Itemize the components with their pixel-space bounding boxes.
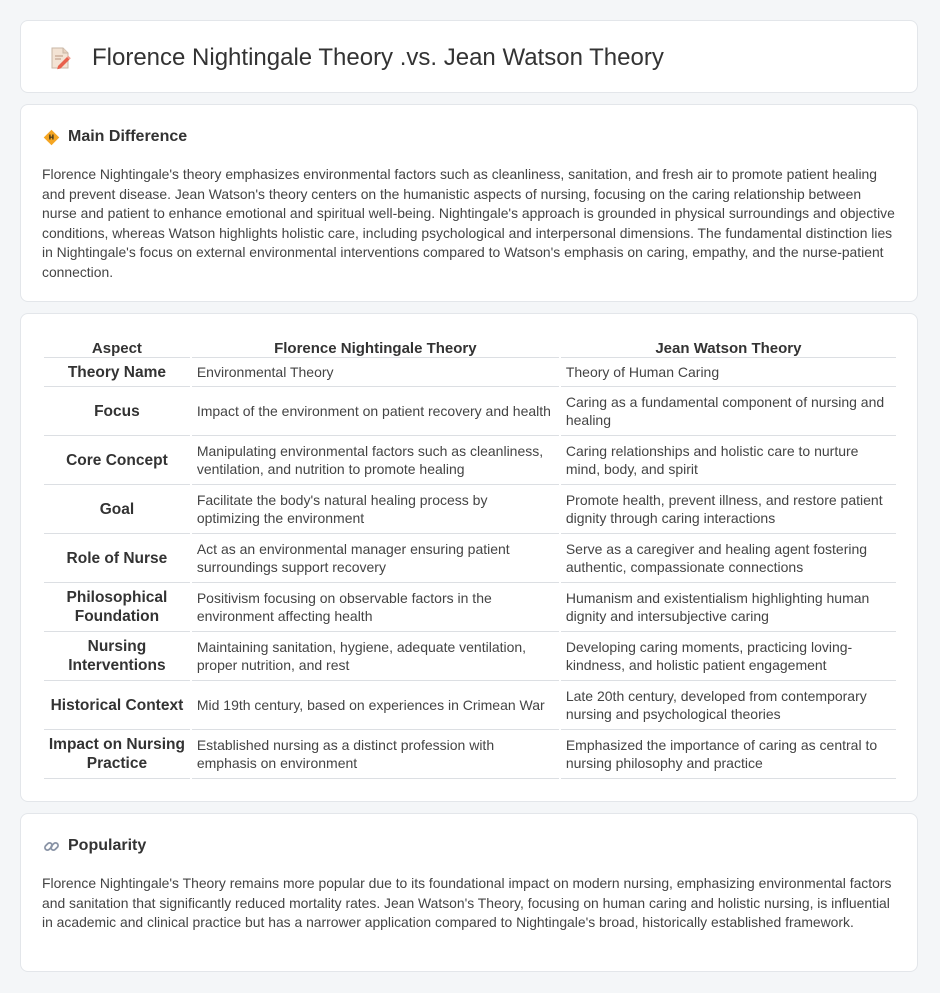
watson-cell: Serve as a caregiver and healing agent fostering authentic, compassionate connections bbox=[561, 534, 896, 583]
main-difference-section bbox=[20, 104, 918, 302]
aspect-cell: Core Concept bbox=[44, 436, 190, 485]
title-card bbox=[20, 20, 918, 93]
diamond-warning-icon bbox=[43, 129, 60, 146]
document-edit-icon bbox=[47, 45, 73, 71]
header-nightingale: Florence Nightingale Theory bbox=[192, 335, 559, 358]
main-difference-heading: Main Difference bbox=[68, 128, 188, 145]
comparison-table bbox=[42, 335, 898, 779]
header-watson: Jean Watson Theory bbox=[561, 335, 896, 358]
table-header-row bbox=[44, 335, 896, 358]
comparison-table-card bbox=[20, 313, 918, 802]
watson-cell: Caring as a fundamental component of nursing and healing bbox=[561, 387, 896, 436]
aspect-cell: Nursing Interventions bbox=[44, 632, 190, 681]
table-row bbox=[44, 534, 896, 583]
nightingale-cell: Environmental Theory bbox=[192, 358, 559, 387]
watson-cell: Late 20th century, developed from contemporary nursing and psychological theories bbox=[561, 681, 896, 730]
aspect-cell: Theory Name bbox=[44, 358, 190, 387]
watson-cell: Emphasized the importance of caring as central to nursing philosophy and practice bbox=[561, 730, 896, 779]
nightingale-cell: Positivism focusing on observable factors in the environment affecting health bbox=[192, 583, 559, 632]
watson-cell: Promote health, prevent illness, and restore patient dignity through caring interactions bbox=[561, 485, 896, 534]
nightingale-cell: Facilitate the body's natural healing process by optimizing the environment bbox=[192, 485, 559, 534]
main-difference-text: Florence Nightingale's theory emphasizes environmental factors such as cleanliness, sanitation, and fresh air to promote patient healing and prevent disease. Jean Watson's theory centers on the humanistic aspects of nursing, focusing on the caring relationship between nurse and patient to enhance emotional and spiritual well-being. Nightingale's approach is grounded in physical surroundings and objective conditions, whereas Watson highlights holistic care, including psychological and interpersonal dimensions. The fundamental distinction lies in Nightingale's focus on external environmental interventions compared to Watson's emphasis on caring, empathy, and the nurse-patient connection. bbox=[42, 166, 895, 280]
table-row bbox=[44, 632, 896, 681]
nightingale-cell: Mid 19th century, based on experiences in Crimean War bbox=[192, 681, 559, 730]
table-row bbox=[44, 358, 896, 387]
aspect-cell: Philosophical Foundation bbox=[44, 583, 190, 632]
watson-cell: Humanism and existentialism highlighting human dignity and intersubjective caring bbox=[561, 583, 896, 632]
aspect-cell: Historical Context bbox=[44, 681, 190, 730]
watson-cell: Developing caring moments, practicing loving-kindness, and holistic patient engagement bbox=[561, 632, 896, 681]
table-row bbox=[44, 485, 896, 534]
watson-cell: Theory of Human Caring bbox=[561, 358, 896, 387]
aspect-cell: Goal bbox=[44, 485, 190, 534]
nightingale-cell: Act as an environmental manager ensuring patient surroundings support recovery bbox=[192, 534, 559, 583]
nightingale-cell: Impact of the environment on patient recovery and health bbox=[192, 387, 559, 436]
popularity-section bbox=[20, 813, 918, 972]
aspect-cell: Focus bbox=[44, 387, 190, 436]
popularity-heading: Popularity bbox=[68, 837, 147, 854]
nightingale-cell: Established nursing as a distinct profession with emphasis on environment bbox=[192, 730, 559, 779]
table-row bbox=[44, 730, 896, 779]
nightingale-cell: Maintaining sanitation, hygiene, adequate ventilation, proper nutrition, and rest bbox=[192, 632, 559, 681]
table-row bbox=[44, 387, 896, 436]
table-row bbox=[44, 681, 896, 730]
link-icon bbox=[43, 838, 60, 855]
nightingale-cell: Manipulating environmental factors such as cleanliness, ventilation, and nutrition to promote healing bbox=[192, 436, 559, 485]
watson-cell: Caring relationships and holistic care to nurture mind, body, and spirit bbox=[561, 436, 896, 485]
table-row bbox=[44, 436, 896, 485]
header-aspect: Aspect bbox=[44, 335, 190, 358]
popularity-text: Florence Nightingale's Theory remains more popular due to its foundational impact on modern nursing, emphasizing environmental factors and sanitation that significantly reduced mortality rates. Jean Watson's Theory, focusing on human caring and holistic nursing, is influential in academic and clinical practice but has a narrower application compared to Nightingale's broad, historically established framework. bbox=[42, 875, 892, 930]
table-row bbox=[44, 583, 896, 632]
aspect-cell: Role of Nurse bbox=[44, 534, 190, 583]
aspect-cell: Impact on Nursing Practice bbox=[44, 730, 190, 779]
page-title: Florence Nightingale Theory .vs. Jean Watson Theory bbox=[92, 44, 664, 71]
